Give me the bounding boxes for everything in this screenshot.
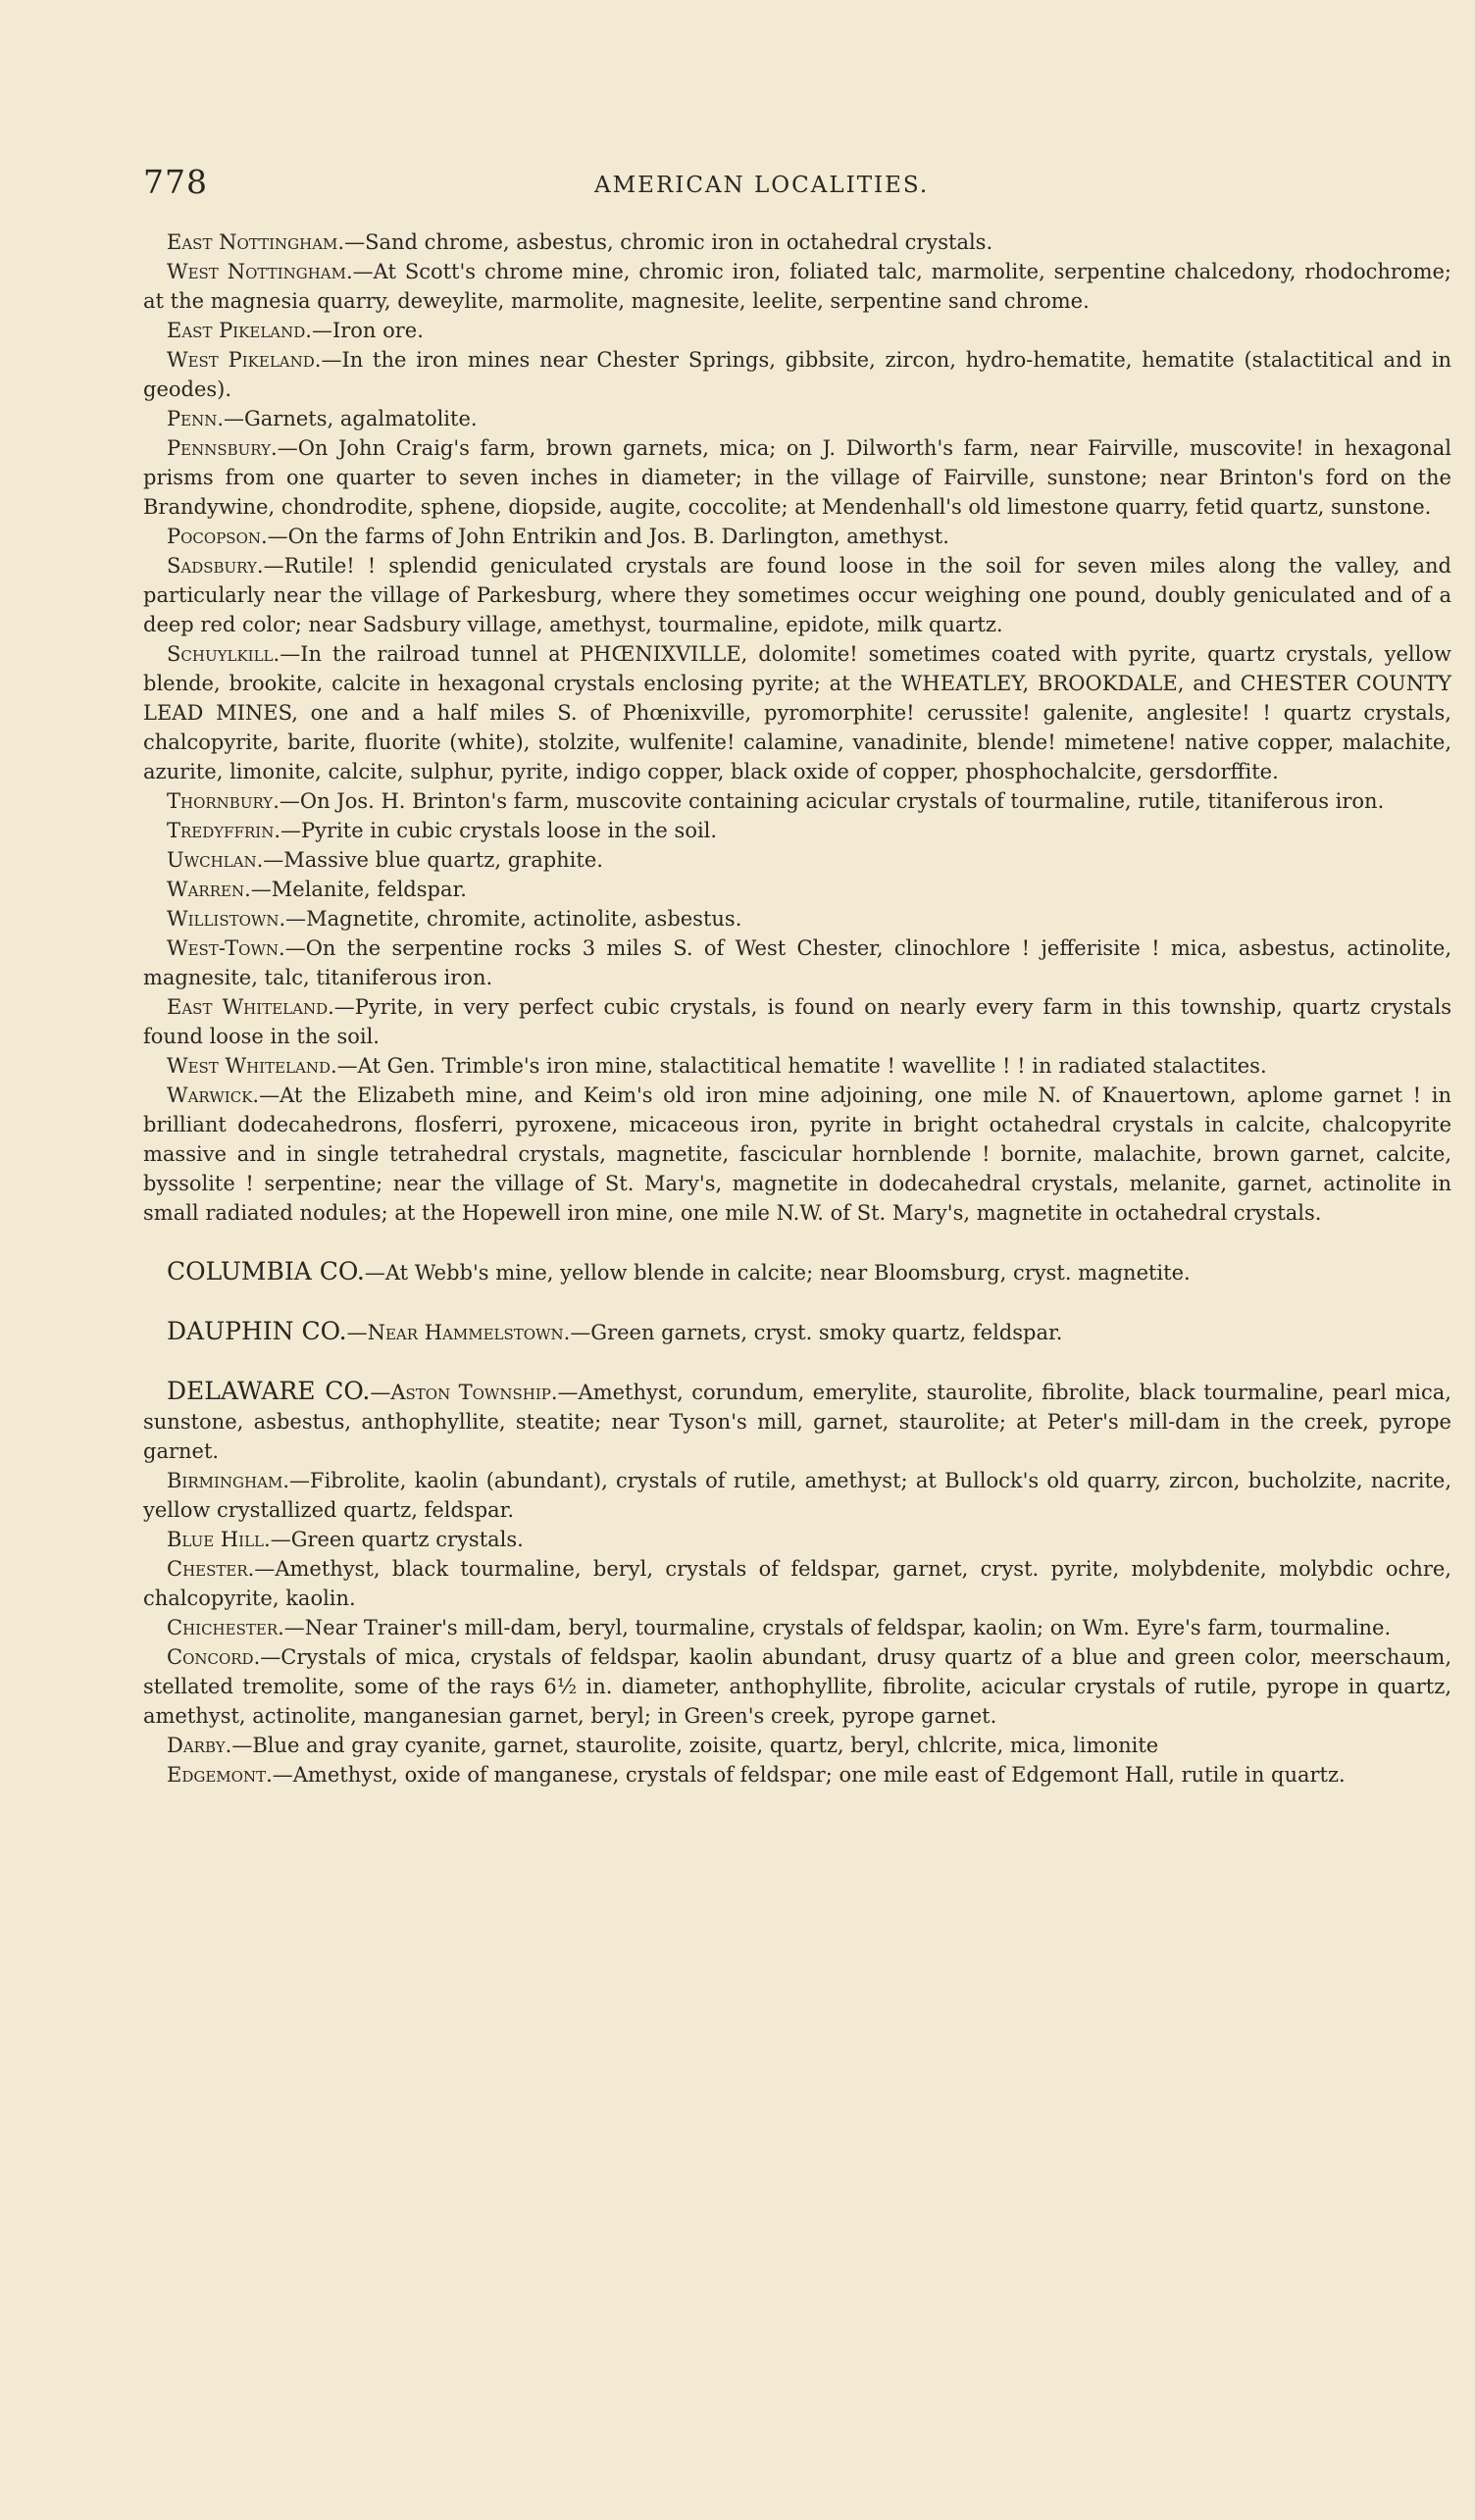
locality-entry <box>143 227 1451 257</box>
locality-name: Edgemont. <box>167 1763 273 1787</box>
locality-name: Warren. <box>167 878 251 901</box>
locality-entry <box>143 404 1451 433</box>
locality-name: Concord. <box>167 1645 261 1669</box>
locality-entry <box>143 522 1451 551</box>
locality-name: East Pikeland. <box>167 319 312 342</box>
county-name: DAUPHIN CO. <box>167 1317 347 1345</box>
locality-name: Schuylkill. <box>167 642 280 666</box>
locality-name: Uwchlan. <box>167 848 264 872</box>
locality-name: Tredyffrin. <box>167 819 281 842</box>
locality-entry <box>143 316 1451 345</box>
locality-name: East Whiteland. <box>167 995 334 1019</box>
delaware-county-section <box>143 1466 1451 1789</box>
locality-entry <box>143 845 1451 875</box>
locality-name: West-Town. <box>167 936 285 960</box>
locality-text: —At the Elizabeth mine, and Keim's old iron mine adjoining, one mile N. of Knauertown, aplome garnet ! in brilliant dodecahedrons, flosferri, pyroxene, micaceous iron, pyrite in bright octahedral crystals in calcite, chalcopyrite massive and in single tetrahedral crystals, magnetite, fascicular hornblende ! bornite, malachite, brown garnet, calcite, byssolite ! serpentine; near the village of St. Mary's, magnetite in dodecahedral crystals, melanite, garnet, actinolite in small radiated nodules; at the Hopewell iron mine, one mile N.W. of St. Mary's, magnetite in octahedral crystals. <box>143 1084 1451 1225</box>
locality-text: —Near Trainer's mill-dam, beryl, tourmaline, crystals of feldspar, kaolin; on Wm. Eyre's farm, tourmaline. <box>283 1616 1392 1639</box>
locality-entry <box>143 345 1451 404</box>
locality-text: —Pyrite, in very perfect cubic crystals, is found on nearly every farm in this township, quartz crystals found loose in the soil. <box>143 995 1451 1048</box>
locality-entry <box>143 257 1451 316</box>
locality-entry <box>143 1642 1451 1731</box>
locality-text: —Fibrolite, kaolin (abundant), crystals of rutile, amethyst; at Bullock's old quarry, zircon, bucholzite, nacrite, yellow crystallized quartz, feldspar. <box>143 1469 1451 1522</box>
locality-text: —Magnetite, chromite, actinolite, asbestus. <box>285 907 742 931</box>
locality-name: Warwick. <box>167 1084 260 1107</box>
locality-text: —Blue and gray cyanite, garnet, staurolite, zoisite, quartz, beryl, chlcrite, mica, limonite <box>231 1734 1159 1757</box>
locality-text: —On Jos. H. Brinton's farm, muscovite containing acicular crystals of tourmaline, rutile, titaniferous iron. <box>279 789 1385 813</box>
locality-text: —On John Craig's farm, brown garnets, mica; on J. Dilworth's farm, near Fairville, muscovite! in hexagonal prisms from one quarter to seven inches in diameter; in the village of Fairville, sunstone; near Brinton's ford on the Brandywine, chondrodite, sphene, diopside, augite, coccolite; at Mendenhall's old limestone quarry, fetid quartz, sunstone. <box>143 436 1451 519</box>
locality-entry <box>143 433 1451 522</box>
dauphin-county-entry <box>143 1317 1451 1347</box>
locality-entry <box>143 933 1451 992</box>
locality-text: —Amethyst, oxide of manganese, crystals of feldspar; one mile east of Edgemont Hall, rutile in quartz. <box>272 1763 1346 1787</box>
locality-name: Chichester. <box>167 1616 284 1639</box>
locality-text: —At Gen. Trimble's iron mine, stalactitical hematite ! wavellite ! ! in radiated stalactites. <box>336 1054 1267 1078</box>
locality-text: —Amethyst, black tourmaline, beryl, crystals of feldspar, garnet, cryst. pyrite, molybdenite, molybdic ochre, chalcopyrite, kaolin. <box>143 1557 1451 1610</box>
locality-text: —On the serpentine rocks 3 miles S. of West Chester, clinochlore ! jefferisite ! mica, asbestus, actinolite, magnesite, talc, titaniferous iron. <box>143 936 1451 989</box>
delaware-county-entry <box>143 1377 1451 1466</box>
locality-entry <box>143 639 1451 786</box>
locality-name: West Nottingham. <box>167 260 353 283</box>
locality-text: —In the iron mines near Chester Springs, gibbsite, zircon, hydro-hematite, hematite (stalactitical and in geodes). <box>143 348 1451 401</box>
locality-name: Pocopson. <box>167 525 268 548</box>
locality-text: —Green quartz crystals. <box>270 1528 524 1551</box>
locality-entry <box>143 1760 1451 1789</box>
locality-name: Pennsbury. <box>167 436 278 460</box>
chester-county-section <box>143 227 1451 1228</box>
county-text: —Amethyst, corundum, emerylite, staurolite, fibrolite, black tourmaline, pearl mica, sunstone, asbestus, anthophyllite, steatite; near Tyson's mill, garnet, staurolite; at Peter's mill-dam in the creek, pyrope garnet. <box>143 1381 1451 1463</box>
locality-text: —Pyrite in cubic crystals loose in the soil. <box>280 819 718 842</box>
running-head: AMERICAN LOCALITIES. <box>594 173 930 198</box>
locality-entry <box>143 1525 1451 1554</box>
page-header <box>143 147 1451 216</box>
county-name: DELAWARE CO. <box>167 1377 371 1405</box>
locality-entry <box>143 1613 1451 1642</box>
locality-text: —Sand chrome, asbestus, chromic iron in octahedral crystals. <box>344 230 993 254</box>
locality-entry <box>143 875 1451 904</box>
locality-entry <box>143 1051 1451 1081</box>
locality-entry <box>143 1554 1451 1613</box>
locality-text: —Crystals of mica, crystals of feldspar, kaolin abundant, drusy quartz of a blue and green color, meerschaum, stellated tremolite, some of the rays 6½ in. diameter, anthophyllite, fibrolite, acicular crystals of rutile, pyrope in quartz, amethyst, actinolite, manganesian garnet, beryl; in Green's creek, pyrope garnet. <box>143 1645 1451 1728</box>
locality-name: West Whiteland. <box>167 1054 337 1078</box>
locality-entry <box>143 1081 1451 1228</box>
locality-name: East Nottingham. <box>167 230 345 254</box>
locality-text: —Iron ore. <box>311 319 424 342</box>
page-number: 778 <box>143 163 208 201</box>
locality-name: Penn. <box>167 407 225 430</box>
locality-name: Chester. <box>167 1557 255 1581</box>
locality-name: —Aston Township. <box>370 1381 558 1404</box>
locality-entry <box>143 1731 1451 1760</box>
locality-entry <box>143 904 1451 933</box>
locality-name: Blue Hill. <box>167 1528 271 1551</box>
county-text: —At Webb's mine, yellow blende in calcite; near Bloomsburg, cryst. magnetite. <box>364 1261 1191 1285</box>
locality-text: —Melanite, feldspar. <box>250 878 467 901</box>
locality-entry <box>143 551 1451 639</box>
locality-text: —Rutile! ! splendid geniculated crystals are found loose in the soil for seven miles along the valley, and particularly near the village of Parkesburg, where they sometimes occur weighing one pound, doubly geniculated and of a deep red color; near Sadsbury village, amethyst, tourmaline, epidote, milk quartz. <box>143 554 1451 636</box>
locality-text: —Massive blue quartz, graphite. <box>263 848 603 872</box>
locality-text: —Garnets, agalmatolite. <box>224 407 478 430</box>
locality-name: Birmingham. <box>167 1469 289 1492</box>
columbia-county-entry <box>143 1257 1451 1287</box>
locality-name: Sadsbury. <box>167 554 264 578</box>
locality-text: —At Scott's chrome mine, chromic iron, foliated talc, marmolite, serpentine chalcedony, rhodochrome; at the magnesia quarry, deweylite, marmolite, magnesite, leelite, serpentine sand chrome. <box>143 260 1451 313</box>
locality-entry <box>143 816 1451 845</box>
locality-entry <box>143 992 1451 1051</box>
locality-name: Darby. <box>167 1734 232 1757</box>
locality-text: —In the railroad tunnel at PHŒNIXVILLE, dolomite! sometimes coated with pyrite, quartz crystals, yellow blende, brookite, calcite in hexagonal crystals enclosing pyrite; at the WHEATLEY, BROOKDALE, and CHESTER COUNTY LEAD MINES, one and a half miles S. of Phœnixville, pyromorphite! cerussite! galenite, anglesite! ! quartz crystals, chalcopyrite, barite, fluorite (white), stolzite, wulfenite! calamine, vanadinite, blende! mimetene! native copper, malachite, azurite, limonite, calcite, sulphur, pyrite, indigo copper, black oxide of copper, phosphochalcite, gersdorffite. <box>143 642 1451 783</box>
locality-entry <box>143 786 1451 816</box>
locality-name: —Near Hammelstown. <box>346 1321 571 1344</box>
county-name: COLUMBIA CO. <box>167 1257 365 1285</box>
county-text: —Green garnets, cryst. smoky quartz, feldspar. <box>570 1321 1063 1344</box>
locality-name: West Pikeland. <box>167 348 322 372</box>
locality-text: —On the farms of John Entrikin and Jos. B. Darlington, amethyst. <box>267 525 949 548</box>
locality-name: Willistown. <box>167 907 286 931</box>
locality-name: Thornbury. <box>167 789 280 813</box>
locality-entry <box>143 1466 1451 1525</box>
